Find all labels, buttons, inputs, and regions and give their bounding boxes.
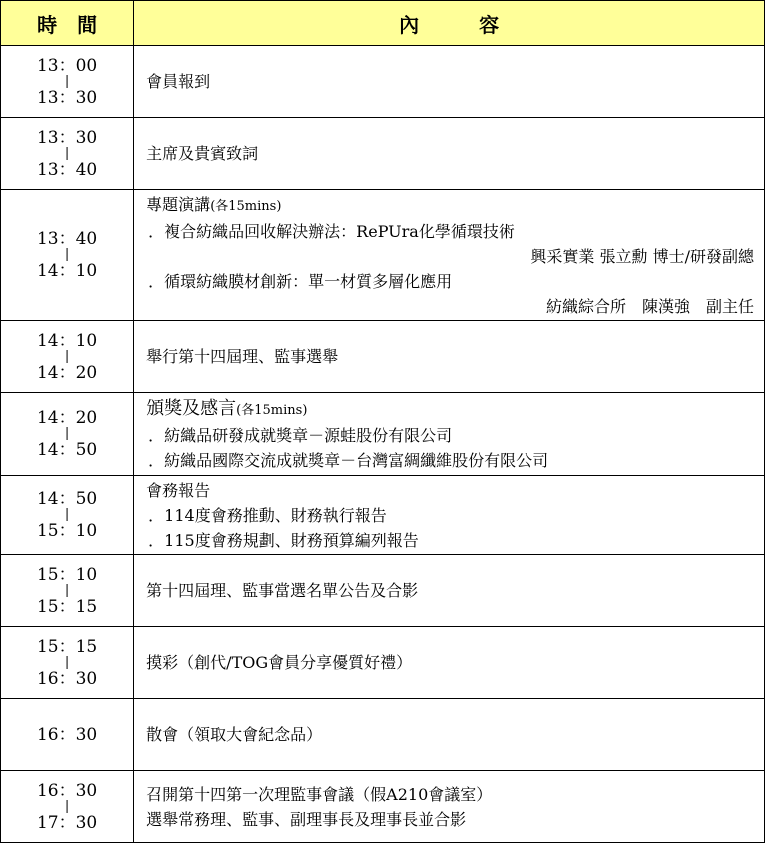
agenda-row (1, 190, 765, 321)
agenda-content (134, 771, 765, 843)
content-line: 選舉常務理、監事、副理事長及理事長並合影 (146, 809, 467, 829)
title-text: 頒獎及感言 (146, 397, 237, 419)
time-separator: | (64, 654, 70, 670)
end-time: 15：10 (36, 521, 98, 541)
start-time: 14：10 (36, 330, 98, 351)
section-title (146, 396, 764, 423)
section-title (146, 192, 764, 219)
start-time: 15：10 (36, 564, 98, 585)
header-content: 內 容 (134, 1, 765, 46)
time-range (1, 393, 134, 476)
end-time: 17：30 (36, 812, 98, 833)
agenda-content (134, 476, 765, 555)
time-range (1, 190, 134, 321)
content-line: 會員報到 (146, 72, 211, 91)
end-time: 13：40 (36, 159, 98, 180)
time-separator: | (64, 426, 70, 441)
report-line: ．114度會務推動、財務執行報告 (148, 505, 387, 525)
end-time: 14：10 (36, 261, 98, 281)
title-note: (各15mins) (210, 198, 282, 214)
award-line: ．紡織品研發成就獎章－源蛙股份有限公司 (148, 425, 453, 445)
topic-line: ．循環紡織膜材創新：單一材質多層化應用 (148, 271, 453, 291)
speaker-line: 興采實業 張立勳 博士/研發副總 (530, 246, 754, 266)
time-range (1, 321, 134, 393)
start-time: 14：50 (36, 489, 98, 509)
agenda-content (134, 118, 765, 190)
content-line: 召開第十四第一次理監事會議（假A210會議室） (146, 784, 493, 804)
agenda-content (134, 190, 765, 321)
agenda-row (1, 393, 765, 476)
time-range (1, 699, 134, 771)
start-time: 13：00 (36, 55, 98, 76)
header-time: 時 間 (1, 1, 134, 46)
content-line: 摸彩（創代/TOG會員分享優質好禮） (146, 653, 413, 672)
content-line: 主席及貴賓致詞 (146, 144, 259, 163)
time-separator: | (64, 582, 70, 598)
time-range (1, 46, 134, 118)
agenda-content (134, 555, 765, 627)
agenda-row (1, 476, 765, 555)
speaker-line: 紡織綜合所 陳漢強 副主任 (545, 296, 754, 316)
agenda-row (1, 46, 765, 118)
agenda-content (134, 699, 765, 771)
time-separator: | (64, 507, 70, 522)
award-line: ．紡織品國際交流成就獎章－台灣富綢纖維股份有限公司 (148, 450, 549, 470)
end-time: 14：20 (36, 362, 98, 383)
time-separator: | (64, 247, 70, 262)
end-time: 14：50 (36, 440, 98, 460)
time-range (1, 476, 134, 555)
end-time: 13：30 (36, 87, 98, 108)
section-title: 會務報告 (146, 480, 211, 500)
start-time: 13：40 (36, 229, 98, 249)
agenda-row (1, 699, 765, 771)
report-line: ．115度會務規劃、財務預算編列報告 (148, 530, 419, 550)
agenda-row (1, 627, 765, 699)
start-time: 16：30 (36, 724, 98, 745)
title-note: (各15mins) (236, 402, 308, 418)
agenda-row (1, 321, 765, 393)
start-time: 14：20 (36, 408, 98, 428)
content-line: 散會（領取大會紀念品） (146, 725, 323, 744)
agenda-row (1, 555, 765, 627)
title-text: 專題演講 (146, 194, 211, 214)
time-separator: | (64, 798, 70, 814)
time-separator: | (64, 145, 70, 161)
time-range (1, 771, 134, 843)
agenda-content (134, 627, 765, 699)
content-line: 第十四屆理、監事當選名單公告及合影 (146, 581, 419, 600)
header-row (1, 1, 765, 46)
end-time: 15：15 (36, 596, 98, 617)
content-line: 舉行第十四屆理、監事選舉 (146, 347, 339, 366)
start-time: 16：30 (36, 780, 98, 801)
end-time: 16：30 (36, 668, 98, 689)
agenda-content (134, 46, 765, 118)
time-separator: | (64, 348, 70, 364)
agenda-row (1, 118, 765, 190)
agenda-content (134, 321, 765, 393)
start-time: 13：30 (36, 127, 98, 148)
time-range (1, 118, 134, 190)
topic-line: ．複合紡織品回收解決辦法：RePUra化學循環技術 (148, 221, 515, 241)
agenda-row (1, 771, 765, 843)
start-time: 15：15 (36, 636, 98, 657)
time-separator: | (64, 73, 70, 89)
time-range (1, 555, 134, 627)
time-range (1, 627, 134, 699)
agenda-content (134, 393, 765, 476)
